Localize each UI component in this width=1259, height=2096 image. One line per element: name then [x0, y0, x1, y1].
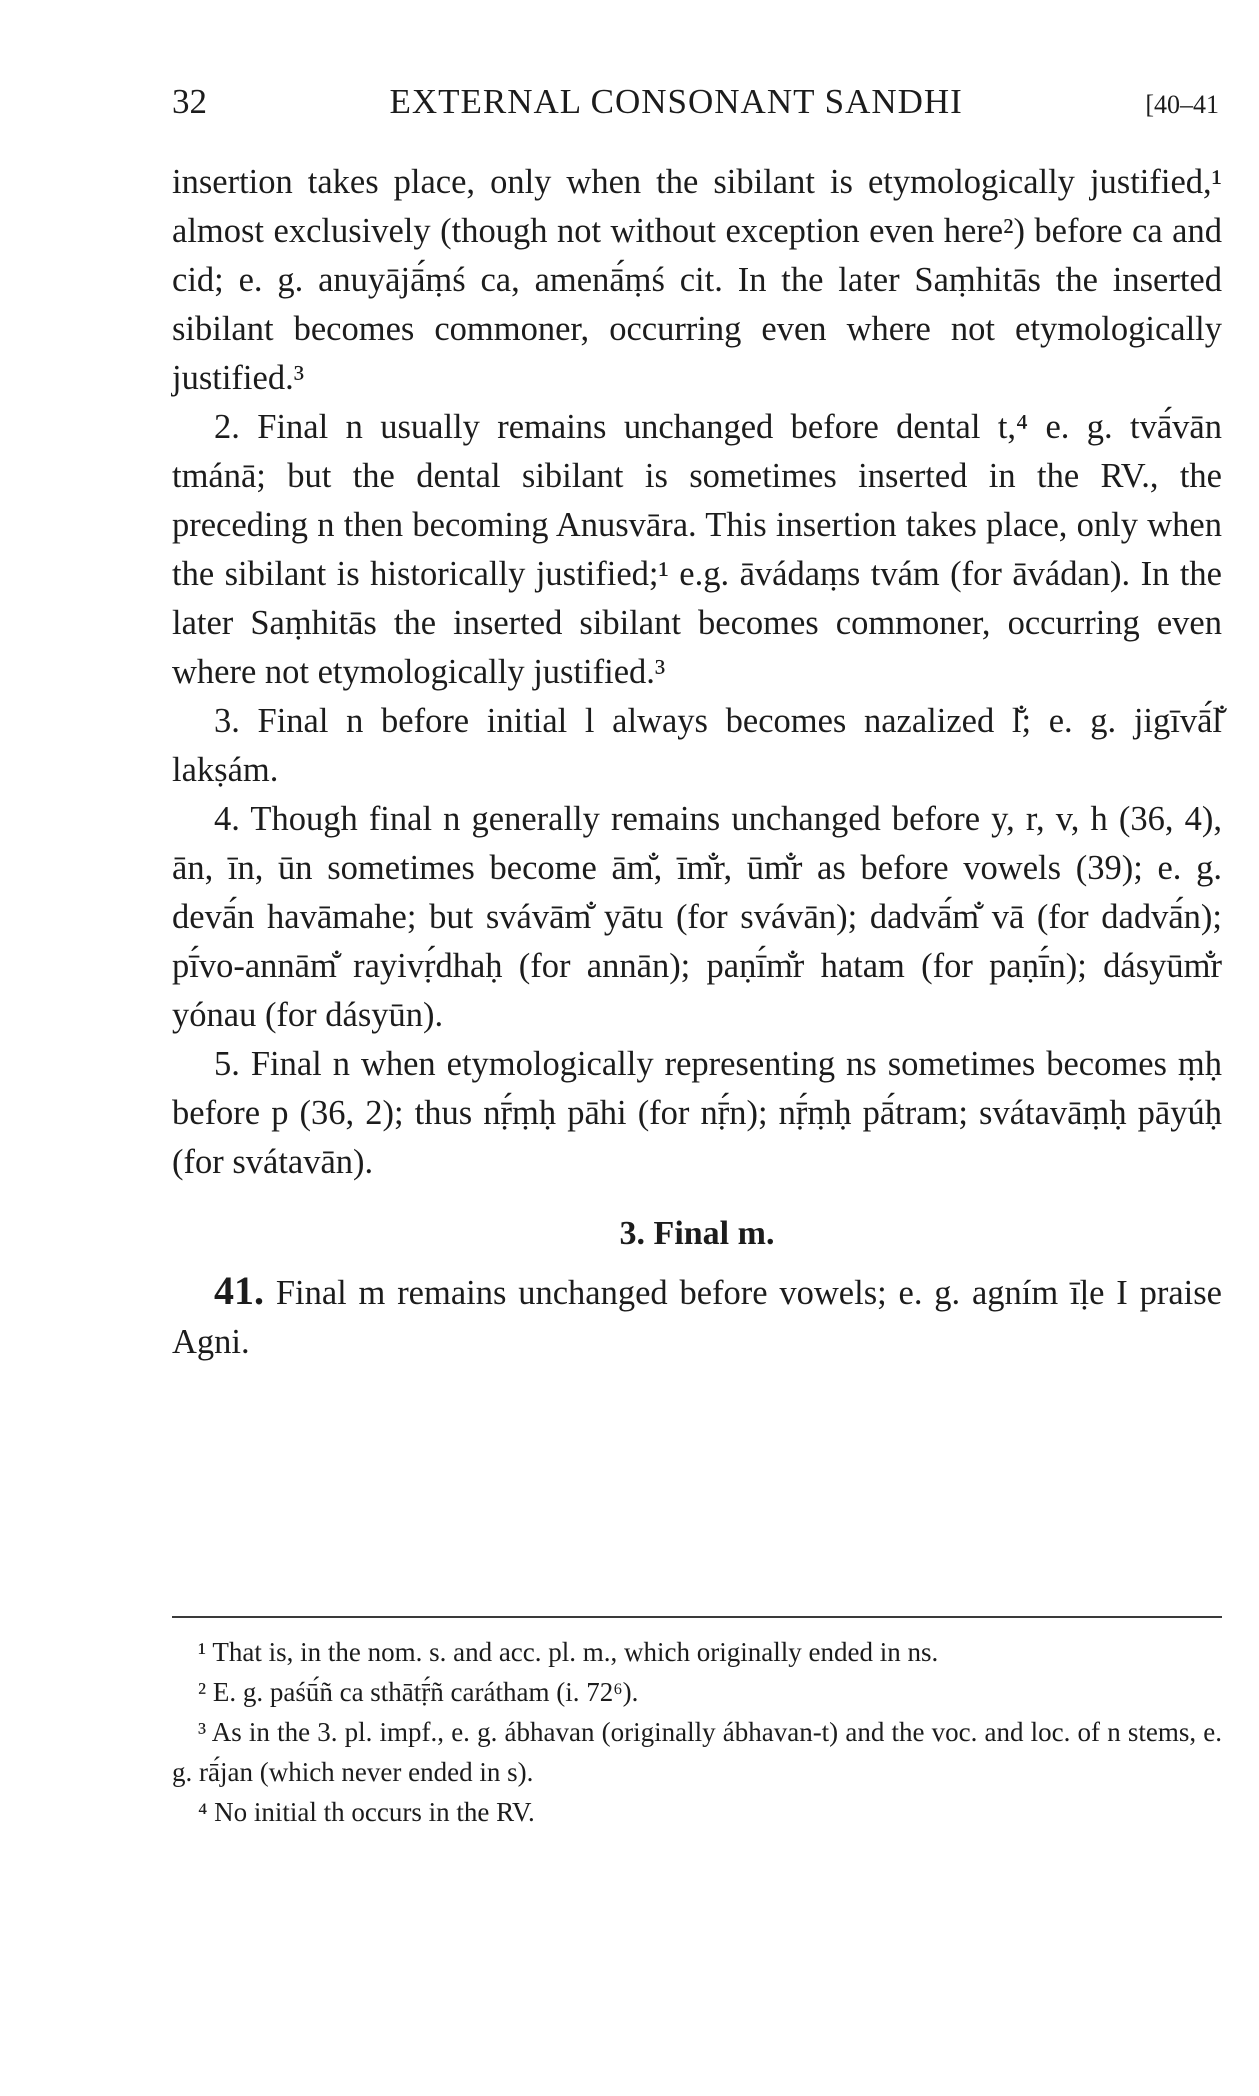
paragraph-section-41	[172, 1266, 1222, 1367]
paragraph-continuation: insertion takes place, only when the sibilant is etymologically justified,¹ almost exclusively (though not without exception even here²) before ca and cid; e. g. anuyājā́ṃś ca, amenā́ṃś cit. In the later Saṃhitās the inserted sibilant becomes commoner, occurring even where not etymologically justified.³	[172, 163, 1222, 397]
footnote-1: ¹ That is, in the nom. s. and acc. pl. m., which originally ended in ns.	[198, 1637, 939, 1667]
page-number: 32	[172, 82, 207, 121]
section-number: 41.	[214, 1268, 264, 1313]
paragraph-rule-5: 5. Final n when etymologically representing ns sometimes becomes ṃḥ before p (36, 2); thus nṝ́ṃḥ pāhi (for nṝ́n); nṝ́ṃḥ pā́tram; svátavāṃḥ pāyúḥ (for svátavān).	[172, 1045, 1222, 1181]
footnote-2: ² E. g. paśū́ñ ca sthātṝ́ñ carátham (i. 72⁶).	[198, 1677, 639, 1707]
footnote-divider	[172, 1616, 1222, 1618]
running-header	[172, 82, 1219, 122]
section-41-text: Final m remains unchanged before vowels; e. g. agním īḷe I praise Agni.	[172, 1274, 1222, 1361]
section-heading: 3. Final m.	[619, 1215, 775, 1252]
paragraph-rule-4: 4. Though final n generally remains unchanged before y, r, v, h (36, 4), ān, īn, ūn sometimes become ām̐, īm̐r, ūm̐r as before vowels (39); e. g. devā́n havāmahe; but svávām̐ yātu (for svávān); dadvā́m̐ vā (for dadvā́n); pī́vo-annām̐ rayivṛ́dhaḥ (for annān); paṇī́m̐r hatam (for paṇī́n); dásyūm̐r yónau (for dásyūn).	[172, 800, 1222, 1034]
section-range: [40–41	[1145, 90, 1219, 119]
paragraph-rule-3: 3. Final n before initial l always becomes nazalized l̐; e. g. jigīvā́l̐ lakṣám.	[172, 702, 1222, 789]
footnotes	[172, 1632, 1222, 1832]
footnote-4: ⁴ No initial th occurs in the RV.	[198, 1797, 535, 1827]
footnote-3: ³ As in the 3. pl. impf., e. g. ábhavan (originally ábhavan-t) and the voc. and loc. of n stems, e. g. rā́jan (which never ended in s).	[172, 1717, 1222, 1787]
main-text	[172, 158, 1222, 1367]
paragraph-rule-2: 2. Final n usually remains unchanged before dental t,⁴ e. g. tvā́vān tmánā; but the dental sibilant is sometimes inserted in the RV., the preceding n then becoming Anusvāra. This insertion takes place, only when the sibilant is historically justified;¹ e.g. āvádaṃs tvám (for āvádan). In the later Saṃhitās the inserted sibilant becomes commoner, occurring even where not etymologically justified.³	[172, 408, 1222, 691]
running-title: EXTERNAL CONSONANT SANDHI	[389, 82, 963, 121]
